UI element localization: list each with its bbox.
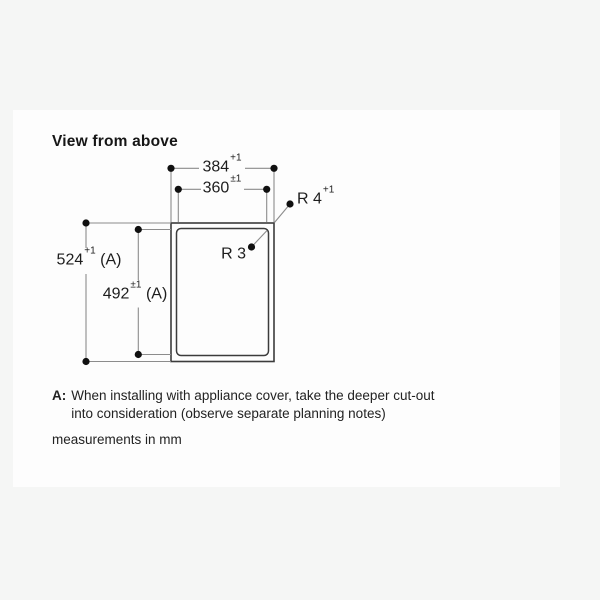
dim-dot [263,186,270,193]
dim-dot [270,165,277,172]
drawing-canvas [13,110,560,487]
dim-dot [167,165,174,172]
radius-label-r4: R $4^{+1}$ [297,184,335,208]
installation-note [52,387,434,423]
dim-label-height-inner: $492^{\pm 1}$ (A) [102,278,168,303]
dim-dot [286,200,293,207]
dim-label-width-inner: $360^{\pm 1}$ [202,173,242,197]
dim-dot [82,358,89,365]
dim-label-width-outer: $384^{+1}$ [202,152,242,176]
cutout-diagram [13,110,560,487]
dim-dot [135,226,142,233]
note-text: When installing with appliance cover, take the deeper cut-out into consideration (observe separate planning notes) [71,388,435,421]
radius-label-r3: R 3 [221,245,246,263]
units-note: measurements in mm [52,432,182,447]
cutout-outer-rect [171,223,274,362]
dim-dot [135,351,142,358]
dim-dot [175,186,182,193]
dim-label-height-outer: $524^{+1}$ (A) [56,245,122,269]
page-title: View from above [52,133,178,150]
note-marker: A: [52,388,67,403]
radius-r4-leader [275,204,291,223]
dim-dot [248,243,255,250]
dim-dot [82,219,89,226]
